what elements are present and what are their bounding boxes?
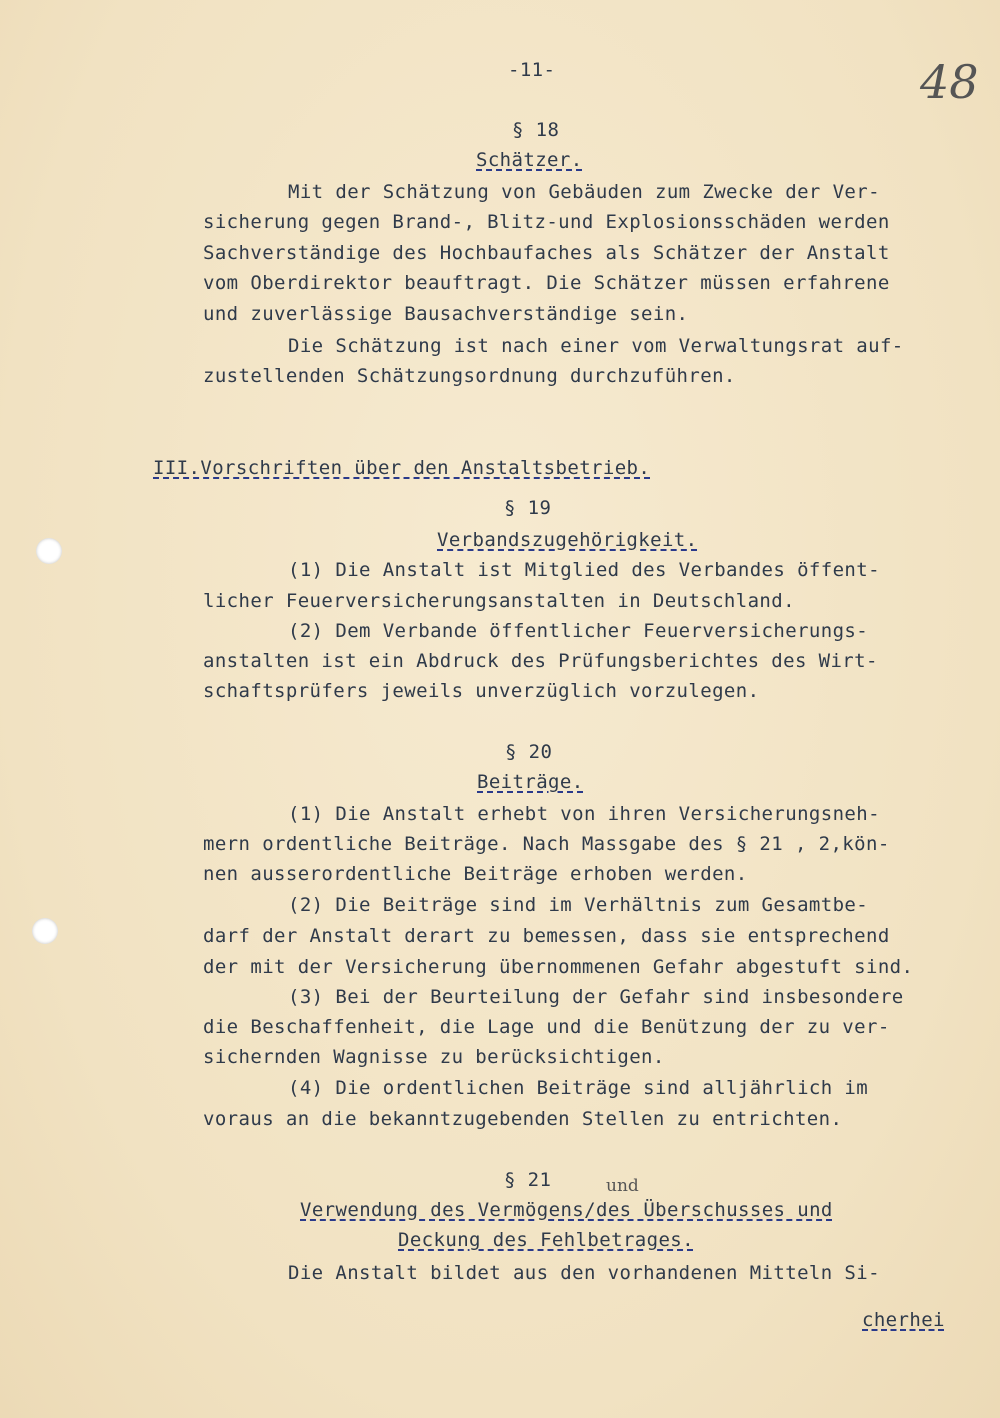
text-line: sicherung gegen Brand-, Blitz-und Explosionsschäden werden xyxy=(203,211,890,233)
text-line: nen ausserordentliche Beiträge erhoben werden. xyxy=(203,863,748,885)
handwritten-insert: und xyxy=(606,1176,639,1196)
text-line: schaftsprüfers jeweils unverzüglich vorzulegen. xyxy=(203,680,760,702)
text-line: (2) Die Beiträge sind im Verhältnis zum Gesamtbe- xyxy=(288,894,869,916)
section-heading: Deckung des Fehlbetrages. xyxy=(398,1229,694,1251)
text-line: der mit der Versicherung übernommenen Gefahr abgestuft sind. xyxy=(203,956,914,978)
text-line: Mit der Schätzung von Gebäuden zum Zwecke der Ver- xyxy=(288,181,880,203)
text-line: Sachverständige des Hochbaufaches als Schätzer der Anstalt xyxy=(203,242,890,264)
text-line: die Beschaffenheit, die Lage und die Benützung der zu ver- xyxy=(203,1016,890,1038)
punch-hole-bottom xyxy=(32,918,58,944)
text-line: licher Feuerversicherungsanstalten in Deutschland. xyxy=(203,590,795,612)
text-line: (4) Die ordentlichen Beiträge sind alljährlich im xyxy=(288,1077,869,1099)
section-heading: Schätzer. xyxy=(476,149,583,171)
text-line: vom Oberdirektor beauftragt. Die Schätzer müssen erfahrene xyxy=(203,272,890,294)
section-number: § 21 xyxy=(504,1169,552,1191)
section-number: § 20 xyxy=(505,741,553,763)
punch-hole-top xyxy=(36,538,62,564)
text-line: anstalten ist ein Abdruck des Prüfungsberichtes des Wirt- xyxy=(203,650,878,672)
page-number: -11- xyxy=(508,59,556,81)
section-heading: Verwendung des Vermögens/des Überschusses und xyxy=(300,1199,833,1221)
text-line: (1) Die Anstalt ist Mitglied des Verbandes öffent- xyxy=(288,559,880,581)
section-heading: Beiträge. xyxy=(477,771,584,793)
archive-number: 48 xyxy=(920,55,979,109)
text-line: sichernden Wagnisse zu berücksichtigen. xyxy=(203,1046,665,1068)
text-line: Die Anstalt bildet aus den vorhandenen Mitteln Si- xyxy=(288,1262,880,1284)
continuation-word: cherhei xyxy=(862,1309,945,1331)
section-number: § 19 xyxy=(504,497,552,519)
text-line: (3) Bei der Beurteilung der Gefahr sind insbesondere xyxy=(288,986,904,1008)
text-line: Die Schätzung ist nach einer vom Verwaltungsrat auf- xyxy=(288,335,904,357)
text-line: mern ordentliche Beiträge. Nach Massgabe des § 21 , 2,kön- xyxy=(203,833,890,855)
text-line: und zuverlässige Bausachverständige sein. xyxy=(203,303,689,325)
section-heading: Verbandszugehörigkeit. xyxy=(437,529,698,551)
text-line: (1) Die Anstalt erhebt von ihren Versicherungsneh- xyxy=(288,803,880,825)
chapter-heading: III.Vorschriften über den Anstaltsbetrieb. xyxy=(153,457,651,479)
text-line: zustellenden Schätzungsordnung durchzuführen. xyxy=(203,365,736,387)
section-number: § 18 xyxy=(512,119,560,141)
text-line: (2) Dem Verbande öffentlicher Feuerversicherungs- xyxy=(288,620,869,642)
text-line: darf der Anstalt derart zu bemessen, dass sie entsprechend xyxy=(203,925,890,947)
text-line: voraus an die bekanntzugebenden Stellen zu entrichten. xyxy=(203,1108,843,1130)
